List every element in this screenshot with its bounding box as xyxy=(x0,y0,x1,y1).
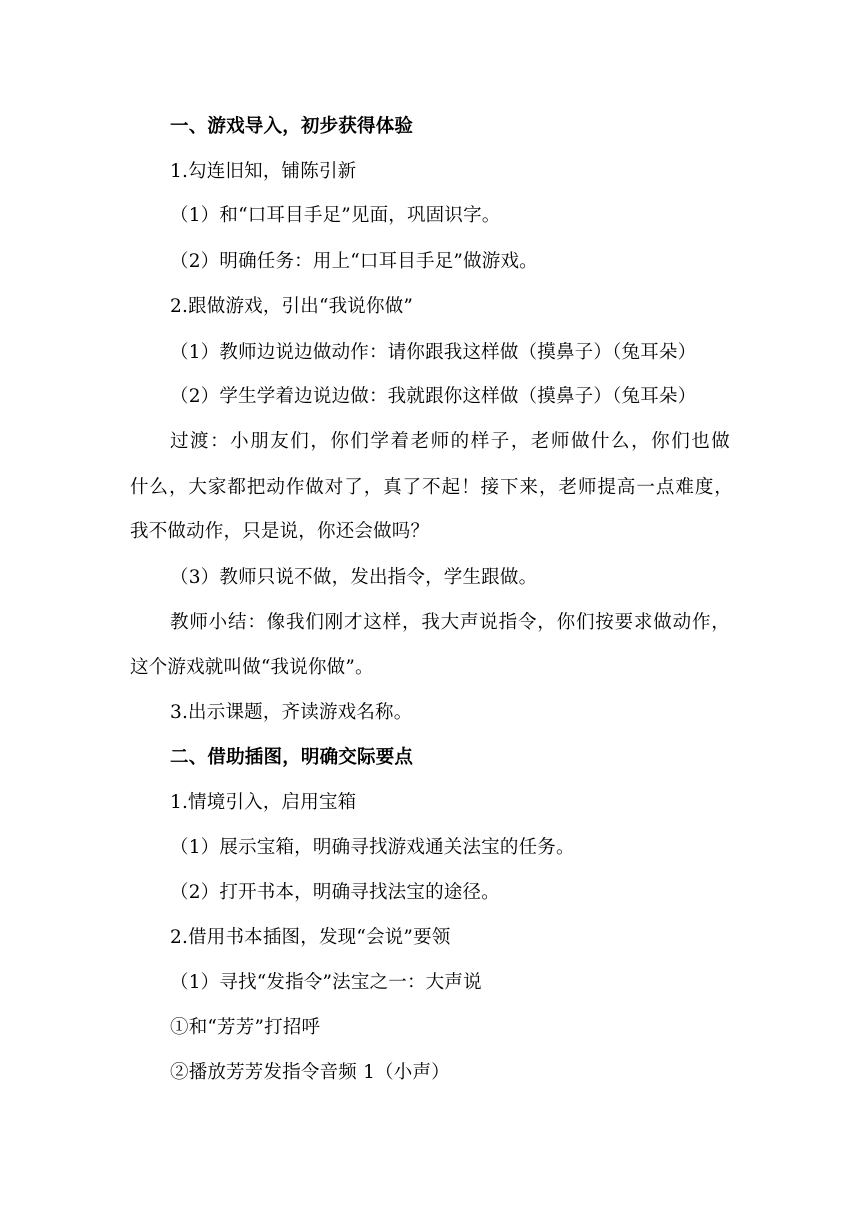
paragraph: （1）展示宝箱，明确寻找游戏通关法宝的任务。 xyxy=(170,837,575,858)
paragraph: （1）寻找“发指令”法宝之一：大声说 xyxy=(170,972,482,993)
paragraph: 教师小结：像我们刚才这样，我大声说指令，你们按要求做动作， xyxy=(170,612,730,633)
subheading: 1.情境引入，启用宝箱 xyxy=(170,792,357,813)
section-heading-1: 一、游戏导入，初步获得体验 xyxy=(170,116,414,137)
paragraph: 什么，大家都把动作做对了，真了不起！接下来，老师提高一点难度， xyxy=(130,477,733,498)
paragraph: 我不做动作，只是说，你还会做吗？ xyxy=(130,521,430,542)
paragraph: （1）和“口耳目手足”见面，巩固识字。 xyxy=(170,205,501,226)
paragraph: （2）明确任务：用上“口耳目手足”做游戏。 xyxy=(170,251,538,272)
subheading: 1.勾连旧知，铺陈引新 xyxy=(170,161,357,182)
paragraph: （1）教师边说边做动作：请你跟我这样做（摸鼻子）（兔耳朵） xyxy=(170,342,697,363)
subheading: 2.借用书本插图，发现“会说”要领 xyxy=(170,927,451,948)
paragraph: （3）教师只说不做，发出指令，学生跟做。 xyxy=(170,567,538,588)
list-item: ①和“芳芳”打招呼 xyxy=(170,1017,321,1038)
paragraph: （2）打开书本，明确寻找法宝的途径。 xyxy=(170,882,500,903)
section-heading-2: 二、借助插图，明确交际要点 xyxy=(170,747,414,768)
paragraph: 过渡：小朋友们，你们学着老师的样子，老师做什么，你们也做 xyxy=(170,431,730,452)
subheading: 2.跟做游戏，引出“我说你做” xyxy=(170,296,414,317)
paragraph: （2）学生学着边说边做：我就跟你这样做（摸鼻子）（兔耳朵） xyxy=(170,386,697,407)
paragraph: 这个游戏就叫做“我说你做”。 xyxy=(130,657,374,678)
subheading: 3.出示课题，齐读游戏名称。 xyxy=(170,702,413,723)
list-item: ②播放芳芳发指令音频 1（小声） xyxy=(170,1062,450,1083)
